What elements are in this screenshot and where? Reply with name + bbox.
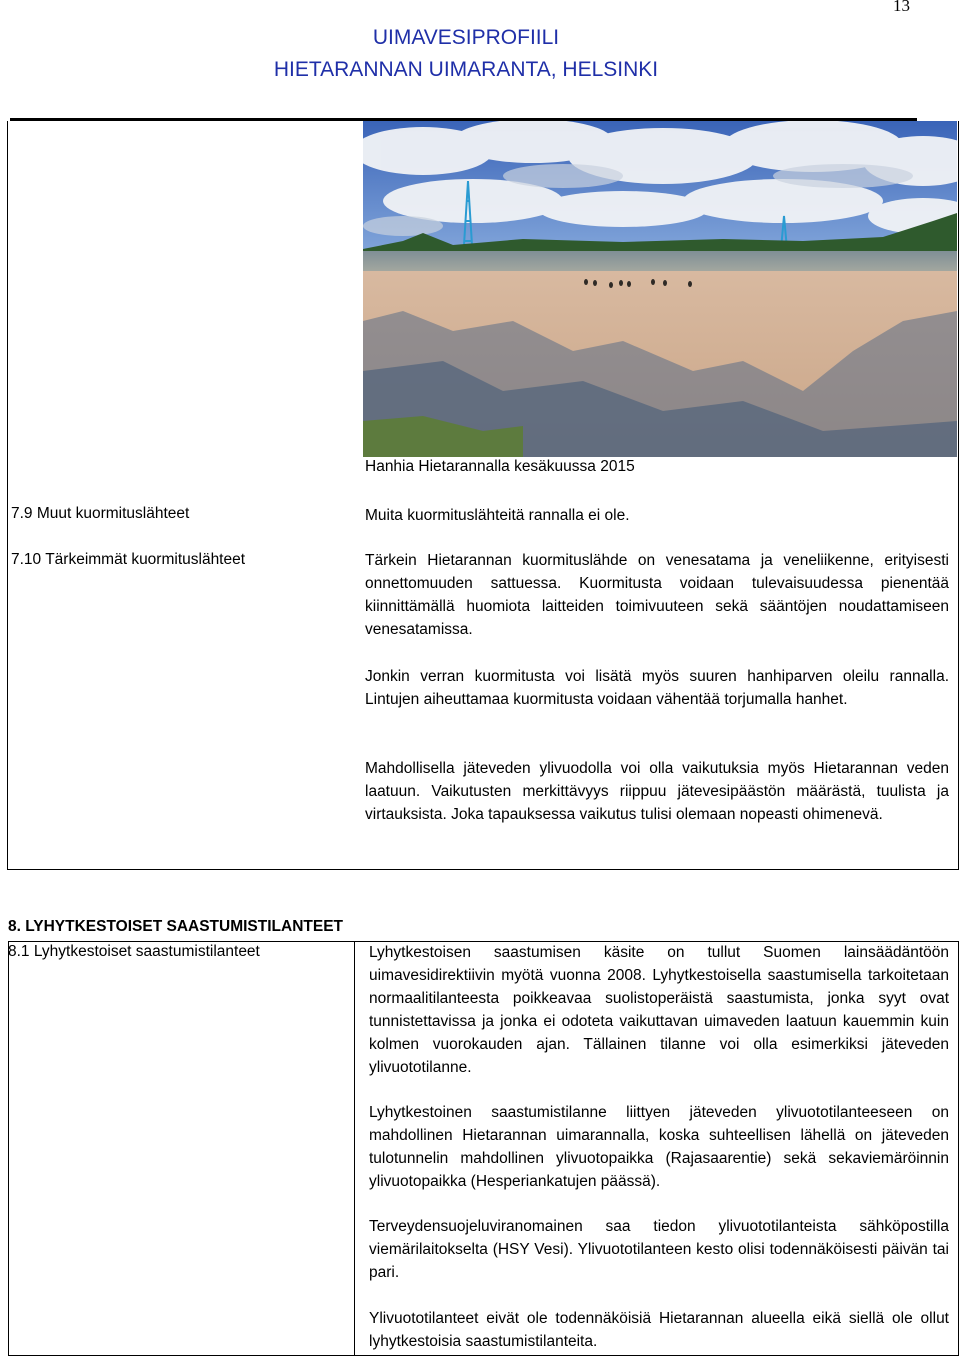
table-divider: [354, 941, 355, 1356]
row-label-8-1: 8.1 Lyhytkestoiset saastumistilanteet: [8, 943, 260, 960]
row-text-7-10-p2: Jonkin verran kuormitusta voi lisätä myös suuren hanhiparven oleilu rannalla. Lintujen aiheuttamaa kuormitusta voidaan vähentää torjumalla hanhet.: [365, 668, 949, 708]
row-text-7-10-p3: Mahdollisella jäteveden ylivuodolla voi olla vaikutuksia myös Hietarannan veden laatuun. Vaikutusten merkittävyys riippuu jätevesipäästön määrästä, tuulista ja virtauksista. Joka tapauksessa vaikutus tulisi olemaan nopeasti ohimenevä.: [365, 760, 949, 823]
row-text-8-1-p4: Ylivuototilanteet eivät ole todennäköisiä Hietarannan alueella eikä siellä ole ollut lyhytkestoisia saastumistilanteita.: [369, 1310, 949, 1350]
row-text-8-1-p3: Terveydensuojeluviranomainen saa tiedon ylivuototilanteista sähköpostilla viemärilaitokselta (HSY Vesi). Ylivuototilanteen kesto olisi todennäköisesti päivän tai pari.: [369, 1218, 949, 1281]
page-number: 13: [893, 0, 910, 15]
row-label-7-10: 7.10 Tärkeimmät kuormituslähteet: [11, 551, 246, 568]
row-text-8-1-p1: Lyhytkestoisen saastumisen käsite on tullut Suomen lainsäädäntöön uimavesidirektiivin myötä vuonna 2008. Lyhytkestoisella saastumisella tarkoitetaan normaalitilanteesta poikkeavaa suolistoperäistä saastumista, jonka syyt ovat tunnistettavissa ja jonka ei odoteta vaikuttavan uimaveden laatuun kauemmin kuin kolmen vuorokauden ajan. Tällainen tilanne voi olla esimerkiksi jäteveden ylivuototilanne.: [369, 944, 949, 1076]
row-text-7-9: Muita kuormituslähteitä rannalla ei ole.: [365, 507, 630, 524]
beach-photo: [363, 121, 957, 457]
document-title: UIMAVESIPROFIILI: [372, 26, 560, 49]
photo-caption: Hanhia Hietarannalla kesäkuussa 2015: [365, 458, 635, 475]
row-label-7-9: 7.9 Muut kuormituslähteet: [11, 505, 190, 522]
document-subtitle: HIETARANNAN UIMARANTA, HELSINKI: [273, 58, 659, 81]
section-heading-8: 8. LYHYTKESTOISET SAASTUMISTILANTEET: [8, 918, 344, 935]
row-text-7-10-p1: Tärkein Hietarannan kuormituslähde on venesatama ja veneliikenne, erityisesti onnettomuuden sattuessa. Kuormitusta voidaan tulevaisuudessa pienentää kiinnittämällä huomiota laitteiden toimivuuteen sekä sääntöjen noudattamiseen venesatamissa.: [365, 552, 949, 638]
row-text-8-1-p2: Lyhytkestoinen saastumistilanne liittyen jäteveden ylivuototilanteeseen on mahdollinen Hietarannan uimarannalla, koska suhteellisen lähellä on jäteveden tulotunnelin mahdollinen ylivuotopaikka (Rajasaarentie) sekä sekaviemäröinnin ylivuotopaikka (Hesperiankatujen päässä).: [369, 1104, 949, 1190]
